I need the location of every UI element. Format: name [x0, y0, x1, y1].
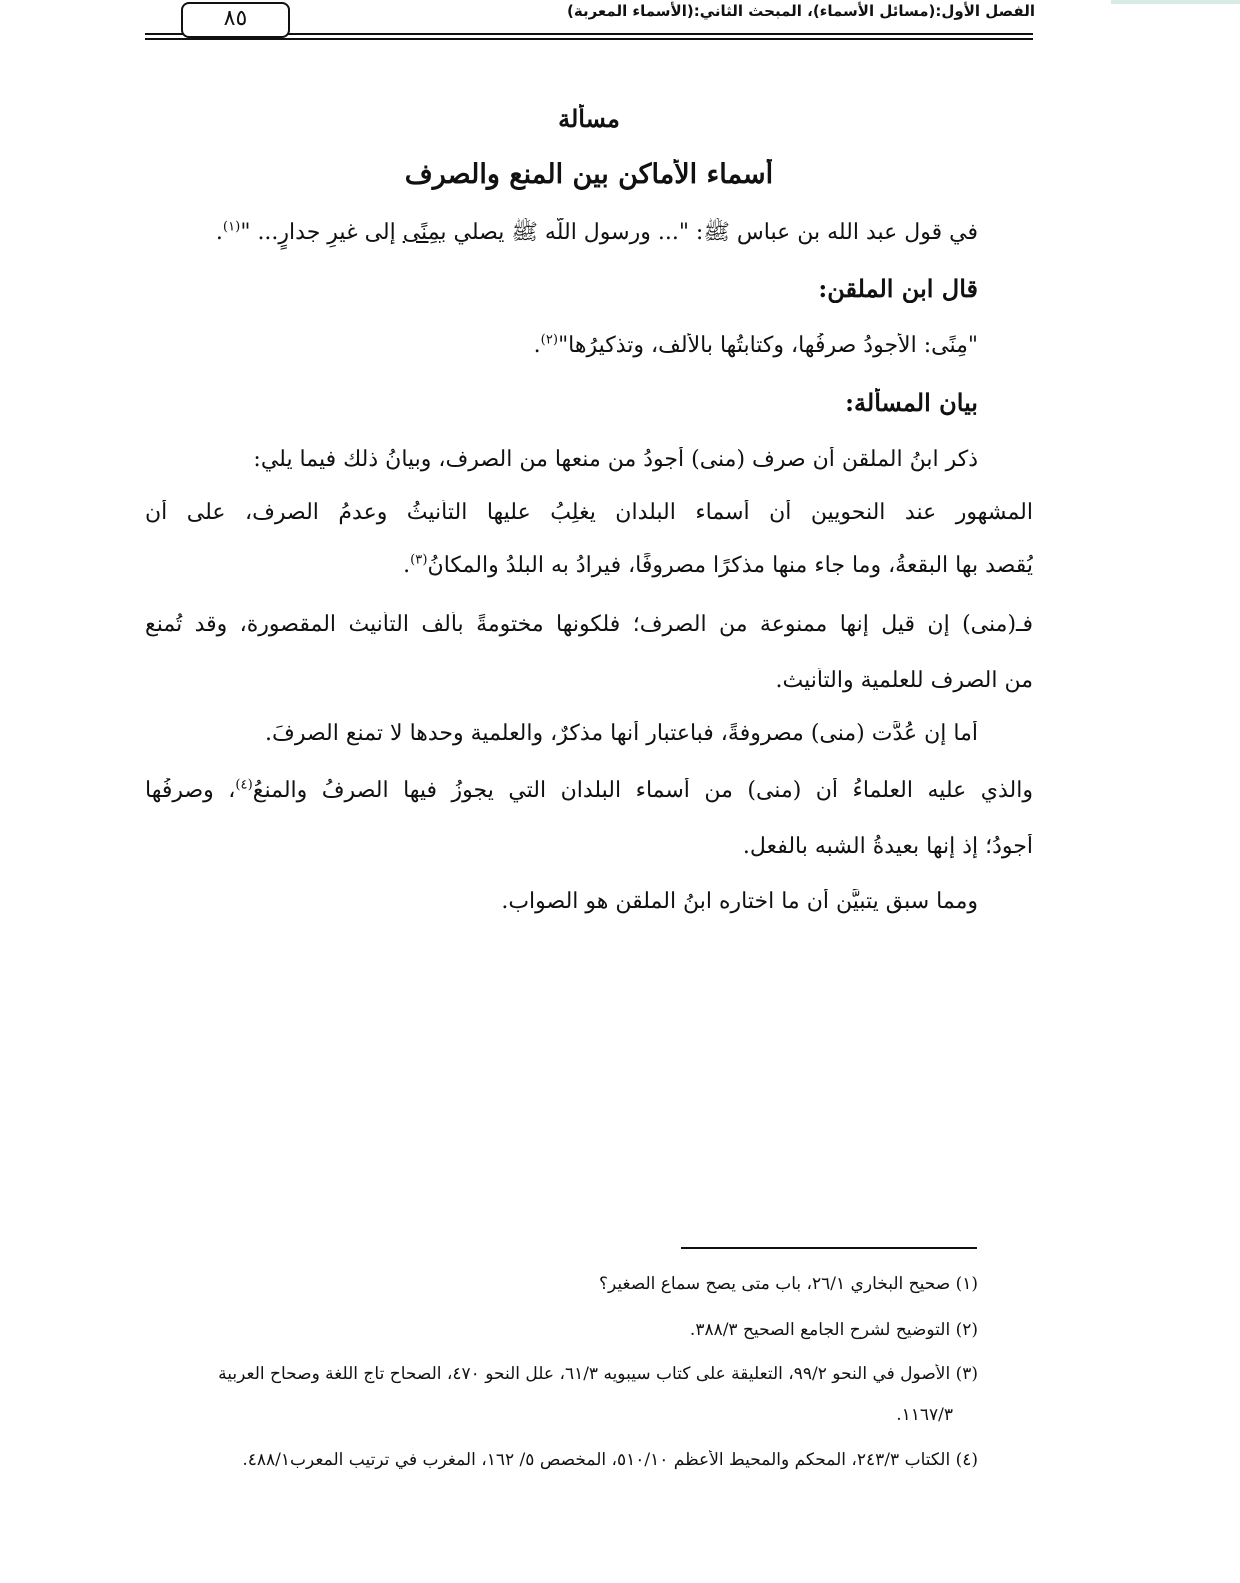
ibn-quote-end: .	[533, 333, 541, 358]
footnote-ref-2: (٢)	[540, 333, 559, 348]
paragraph-2-end: .	[403, 553, 411, 578]
page-number: ٨٥	[181, 2, 290, 38]
paragraph-4: أما إن عُدَّت (منى) مصروفةً، فباعتبار أنها مذكرٌ، والعلمية وحدها لا تمنع الصرفَ.	[265, 721, 978, 746]
footnote-ref-4: (٤)	[235, 778, 253, 793]
paragraph-5-text: والذي عليه العلماءُ أن (منى) من أسماء البلدان التي يجوزُ فيها الصرفُ والمنعُ	[252, 778, 1033, 803]
quote-underlined-word: بمِنًى	[402, 220, 447, 245]
paragraph-3-line-2: من الصرف للعلمية والتأنيث.	[775, 668, 1033, 693]
paragraph-2-text: يُقصد بها البقعةُ، وما جاء منها مذكرًا مصروفًا، فيرادُ به البلدُ والمكانُ	[427, 553, 1033, 578]
paragraph-2-line-2	[145, 553, 1033, 578]
footnote-ref-1: (١)	[222, 219, 241, 235]
paragraph-5-line-1	[145, 778, 1033, 803]
paragraph-1: ذكر ابنُ الملقن أن صرف (منى) أجودُ من منعها من الصرف، وبيانُ ذلك فيما يلي:	[253, 447, 978, 472]
footnote-4: (٤) الكتاب ٢٤٣/٣، المحكم والمحيط الأعظم ٥١٠/١٠، المخصص ٥/ ١٦٢، المغرب في ترتيب المعرب٤٨٨/١.	[242, 1450, 978, 1470]
running-header: الفصل الأول:(مسائل الأسماء)، المبحث الثاني:(الأسماء المعربة)	[567, 2, 1035, 20]
corner-tab-mark	[1111, 0, 1240, 4]
quote-text-after: إلى غيرِ جدارٍ... "	[240, 220, 403, 245]
heading-explanation: بيان المسألة:	[845, 388, 978, 417]
header-rule-bottom	[145, 38, 1033, 40]
paragraph-3-line-1: فـ(منى) إن قيل إنها ممنوعة من الصرف؛ فلكونها مختومةً بألف التأنيث المقصورة، وقد تُمنع	[145, 612, 1033, 637]
footnote-3-line-2: ١١٦٧/٣.	[896, 1405, 953, 1425]
footnote-separator	[681, 1247, 977, 1249]
section-subtitle: أسماء الأماكن بين المنع والصرف	[404, 159, 774, 190]
footnote-2: (٢) التوضيح لشرح الجامع الصحيح ٣٨٨/٣.	[689, 1320, 978, 1340]
ibn-mulaqqin-quote	[534, 333, 978, 358]
quote-end: .	[215, 220, 223, 245]
footnote-ref-3: (٣)	[410, 553, 428, 568]
section-title: مسألة	[558, 104, 620, 133]
heading-ibn-mulaqqin: قال ابن الملقن:	[818, 274, 978, 303]
footnote-1: (١) صحيح البخاري ٢٦/١، باب متى يصح سماع الصغير؟	[598, 1274, 978, 1294]
paragraph-5-text-end: ، وصرفُها	[145, 778, 236, 803]
paragraph-6: ومما سبق يتبيَّن أن ما اختاره ابنُ الملقن هو الصواب.	[501, 889, 978, 914]
paragraph-2-line-1: المشهور عند النحويين أن أسماء البلدان يغلِبُ عليها التأنيثُ وعدمُ الصرف، على أن	[145, 500, 1033, 525]
hadith-quote-line	[216, 218, 978, 250]
footnote-3-line-1: (٣) الأصول في النحو ٩٩/٢، التعليقة على كتاب سيبويه ٦١/٣، علل النحو ٤٧٠، الصحاح تاج اللغة وصحاح العربية	[218, 1364, 978, 1384]
paragraph-5-line-2: أجودُ؛ إذ إنها بعيدةُ الشبه بالفعل.	[742, 834, 1033, 859]
ibn-quote-text: "مِنًى: الأجودُ صرفُها، وكتابتُها بالألف، وتذكيرُها"	[558, 333, 978, 358]
quote-text-before: في قول عبد الله بن عباس ﷺ: "... ورسول اللّه ﷺ يصلي	[446, 220, 978, 245]
